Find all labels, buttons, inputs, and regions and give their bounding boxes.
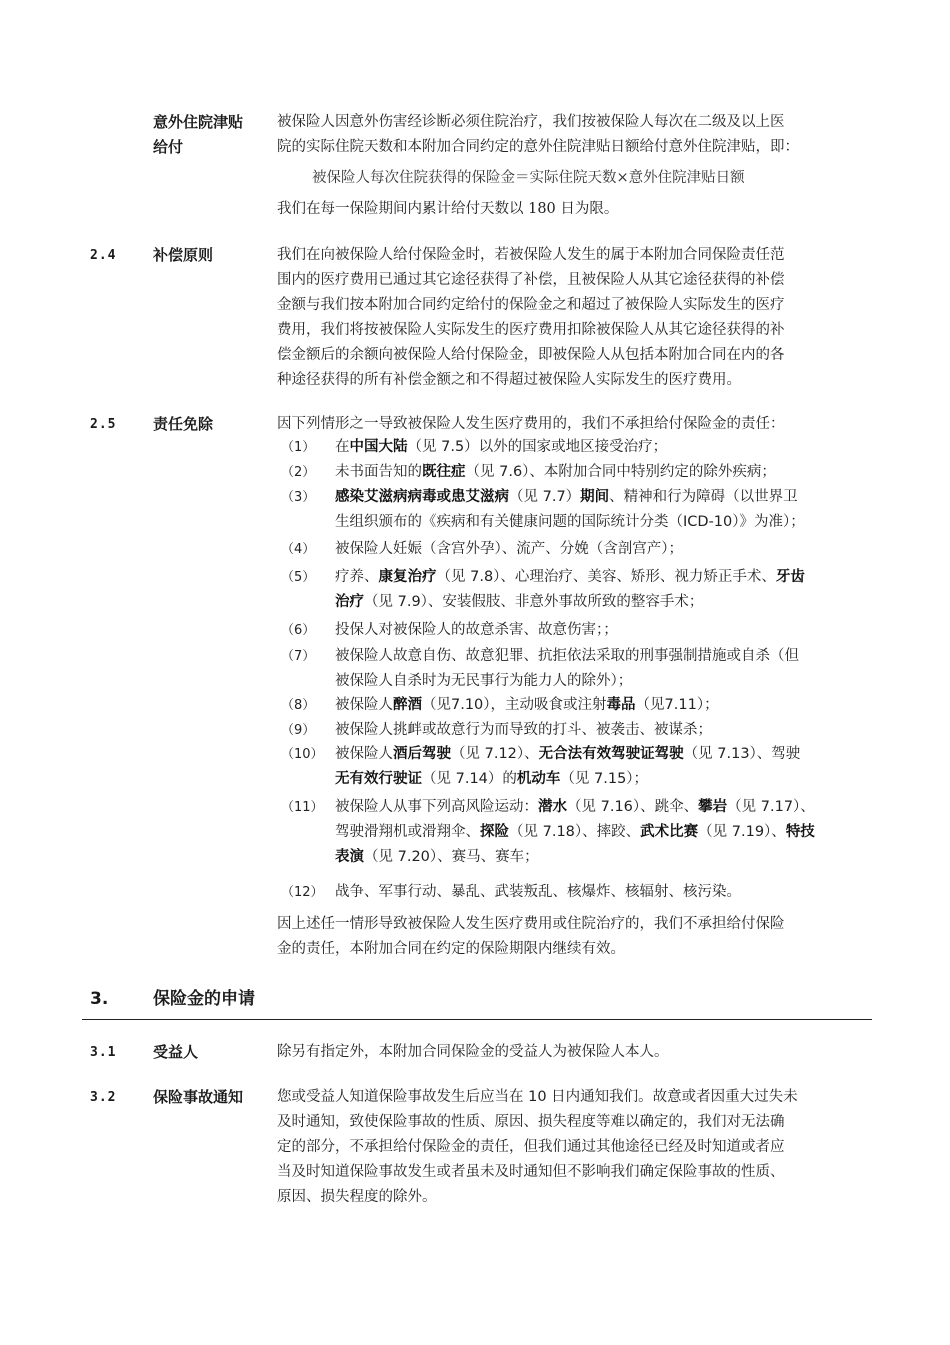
bold-term: 攀岩 — [698, 799, 728, 815]
bold-term: 康复治疗 — [378, 569, 437, 585]
text-run: （见 7.20）、赛马、赛车； — [364, 849, 539, 865]
text-run: 被保险人从事下列高风险运动： — [335, 799, 538, 815]
text-run: 被保险人自杀时为无民事行为能力人的除外）； — [335, 673, 633, 689]
section-3-1-text: 除另有指定外，本附加合同保险金的受益人为被保险人本人。 — [277, 1044, 669, 1060]
exclusion-number: （1） — [281, 440, 316, 455]
bold-term: 机动车 — [516, 771, 561, 787]
section-3-2-line: 定的部分，不承担给付保险金的责任，但我们通过其他途径已经及时知道或者应 — [277, 1139, 785, 1155]
text-run: （见7.11）； — [635, 697, 719, 713]
text-run: （见 7.6）、本附加合同中特别约定的除外疾病； — [465, 464, 776, 480]
exclusion-number: （12） — [281, 885, 324, 900]
text-run: 被保险人 — [335, 697, 393, 713]
bold-term: 期间 — [580, 489, 610, 505]
bold-term: 治疗 — [335, 594, 364, 610]
accident-allowance-para-line1: 被保险人因意外伤害经诊断必须住院治疗，我们按被保险人每次在二级及以上医 — [277, 114, 785, 130]
text-run: （见 7.14）的 — [422, 771, 517, 787]
text-run: （见7.10），主动吸食或注射 — [422, 697, 607, 713]
bold-term: 感染艾滋病病毒或患艾滋病 — [335, 489, 509, 505]
bold-term: 潜水 — [538, 799, 567, 815]
text-run: 驾驶滑翔机或滑翔伞、 — [335, 824, 480, 840]
section-2-4-line: 种途径获得的所有补偿金额之和不得超过被保险人实际发生的医疗费用。 — [277, 372, 741, 388]
section-3-2-line: 及时通知，致使保险事故的性质、原因、损失程度等难以确定的，我们对无法确 — [277, 1114, 785, 1130]
bold-term: 武术比赛 — [640, 824, 699, 840]
section-3-2-line: 您或受益人知道保险事故发生后应当在 10 日内通知我们。故意或者因重大过失未 — [277, 1089, 798, 1105]
bold-term: 无有效行驶证 — [335, 771, 422, 787]
text-run: 被保险人故意自伤、故意犯罪、抗拒依法采取的刑事强制措施或自杀（但 — [335, 648, 799, 664]
section-2-4-line: 偿金额后的余额向被保险人给付保险金，即被保险人从包括本附加合同在内的各 — [277, 347, 785, 363]
text-run: （见 7.15）； — [560, 771, 649, 787]
bold-term: 毒品 — [606, 697, 636, 713]
bold-term: 牙齿 — [775, 569, 805, 585]
section-3-2-line: 当及时知道保险事故发生或者虽未及时通知但不影响我们确定保险事故的性质、 — [277, 1164, 785, 1180]
text-run: 、精神和行为障碍（以世界卫 — [609, 489, 798, 505]
exclusion-number: （3） — [281, 490, 316, 505]
exclusion-number: （5） — [281, 570, 316, 585]
section-number-2-4: 2.4 — [90, 248, 117, 263]
bold-term: 醉酒 — [393, 697, 422, 713]
text-run: 被保险人 — [335, 746, 393, 762]
exclusion-number: （10） — [281, 747, 324, 762]
exclusion-number: （7） — [281, 649, 316, 664]
section-number-3-2: 3.2 — [90, 1090, 117, 1105]
text-run: 在 — [335, 439, 350, 455]
text-run: （见 7.16）、跳伞、 — [567, 799, 699, 815]
text-run: （见 7.9）、安装假肢、非意外事故所致的整容手术； — [364, 594, 704, 610]
section-2-4-line: 我们在向被保险人给付保险金时，若被保险人发生的属于本附加合同保险责任范 — [277, 247, 785, 263]
exclusion-number: （6） — [281, 623, 316, 638]
text-run: 战争、军事行动、暴乱、武装叛乱、核爆炸、核辐射、核污染。 — [335, 884, 741, 900]
exclusions-intro: 因下列情形之一导致被保险人发生医疗费用的，我们不承担给付保险金的责任： — [277, 416, 785, 432]
bold-term: 酒后驾驶 — [393, 746, 451, 762]
section-number-3: 3. — [90, 989, 109, 1009]
text-run: （见 7.13）、驾驶 — [683, 746, 801, 762]
exclusion-number: （8） — [281, 698, 316, 713]
section-number-2-5: 2.5 — [90, 417, 117, 432]
text-run: （见 7.7） — [509, 489, 581, 505]
exclusion-number: （11） — [281, 800, 324, 815]
accident-allowance-formula: 被保险人每次住院获得的保险金＝实际住院天数×意外住院津贴日额 — [312, 170, 745, 186]
section-title-3-2: 保险事故通知 — [153, 1088, 244, 1106]
exclusion-number: （4） — [281, 542, 316, 557]
accident-allowance-limit: 我们在每一保险期间内累计给付天数以 180 日为限。 — [277, 201, 619, 217]
text-run: （见 7.19）、 — [698, 824, 786, 840]
text-run: （见 7.12）、 — [451, 746, 539, 762]
bold-term: 探险 — [480, 824, 509, 840]
exclusions-closing-line2: 金的责任，本附加合同在约定的保险期限内继续有效。 — [277, 941, 625, 957]
section-title-2-5: 责任免除 — [153, 415, 214, 433]
text-run: 未书面告知的 — [335, 464, 422, 480]
exclusion-number: （2） — [281, 465, 316, 480]
section-divider — [82, 1019, 872, 1020]
bold-term: 表演 — [335, 849, 364, 865]
text-run: 被保险人挑衅或故意行为而导致的打斗、被袭击、被谋杀； — [335, 722, 712, 738]
section-title-2-4: 补偿原则 — [153, 246, 214, 264]
section-2-4-line: 金额与我们按本附加合同约定给付的保险金之和超过了被保险人实际发生的医疗 — [277, 297, 785, 313]
text-run: 投保人对被保险人的故意杀害、故意伤害；； — [335, 622, 618, 638]
accident-allowance-label-line1: 意外住院津贴 — [153, 113, 244, 131]
text-run: （见 7.5）以外的国家或地区接受治疗； — [407, 439, 668, 455]
bold-term: 中国大陆 — [349, 439, 408, 455]
section-title-3-1: 受益人 — [153, 1043, 199, 1061]
accident-allowance-label-line2: 给付 — [153, 138, 184, 156]
text-run: 被保险人妊娠（含宫外孕）、流产、分娩（含剖宫产）； — [335, 541, 683, 557]
accident-allowance-para-line2: 院的实际住院天数和本附加合同约定的意外住院津贴日额给付意外住院津贴，即： — [277, 139, 799, 155]
text-run: 生组织颁布的《疾病和有关健康问题的国际统计分类（ICD-10）》为准）； — [335, 514, 805, 530]
text-run: 疗养、 — [335, 569, 379, 585]
exclusions-closing-line1: 因上述任一情形导致被保险人发生医疗费用或住院治疗的，我们不承担给付保险 — [277, 916, 785, 932]
bold-term: 特技 — [785, 824, 815, 840]
text-run: （见 7.8）、心理治疗、美容、矫形、视力矫正手术、 — [436, 569, 776, 585]
text-run: （见 7.18）、摔跤、 — [509, 824, 641, 840]
section-3-2-line: 原因、损失程度的除外。 — [277, 1189, 437, 1205]
section-2-4-line: 围内的医疗费用已通过其它途径获得了补偿，且被保险人从其它途径获得的补偿 — [277, 272, 785, 288]
exclusion-number: （9） — [281, 723, 316, 738]
section-number-3-1: 3.1 — [90, 1045, 117, 1060]
bold-term: 既往症 — [422, 464, 466, 480]
section-title-3: 保险金的申请 — [153, 989, 255, 1009]
bold-term: 无合法有效驾驶证驾驶 — [538, 746, 684, 762]
section-2-4-line: 费用，我们将按被保险人实际发生的医疗费用扣除被保险人从其它途径获得的补 — [277, 322, 785, 338]
text-run: （见 7.17）、 — [727, 799, 815, 815]
